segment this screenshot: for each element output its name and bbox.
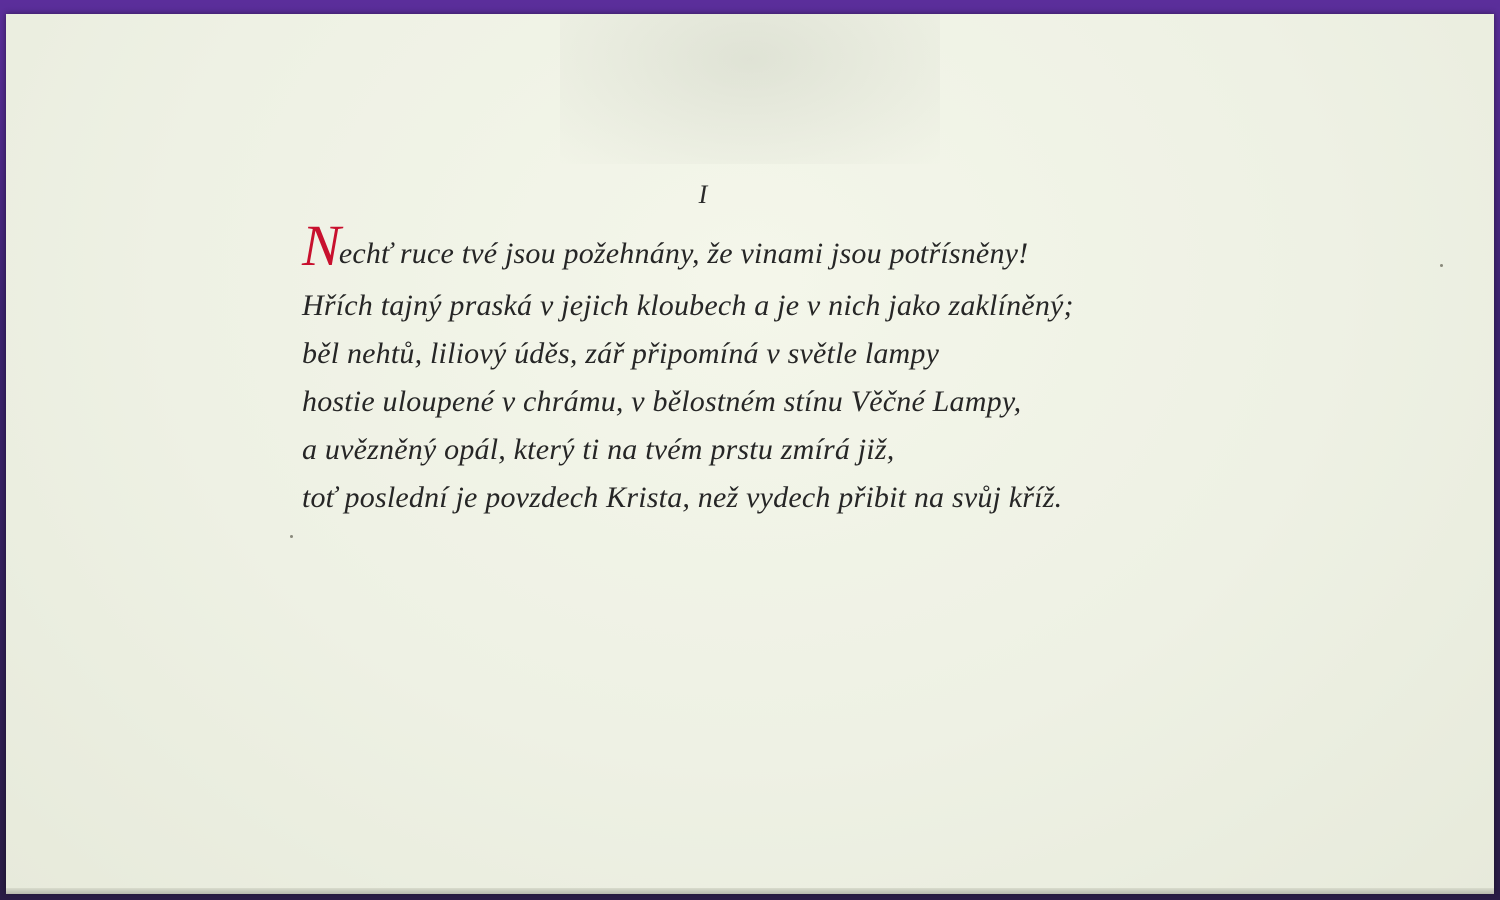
poem-line-1-text: echť ruce tvé jsou požehnány, že vinami jsou potřísněny! — [338, 237, 1029, 270]
paper-speck — [290, 535, 293, 538]
poem-line-1 — [302, 213, 1222, 282]
poem-stanza — [302, 213, 1222, 522]
page-edge — [6, 888, 1494, 894]
poem-line-6: toť poslední je povzdech Krista, než vydech přibit na svůj kříž. — [302, 481, 1063, 514]
poem-line-5: a uvězněný opál, který ti na tvém prstu zmírá již, — [302, 433, 895, 466]
poem-line-3: běl nehtů, liliový úděs, zář připomíná v světle lampy — [302, 337, 940, 370]
poem-line-4: hostie uloupené v chrámu, v bělostném stínu Věčné Lampy, — [302, 385, 1022, 418]
poem-line-2: Hřích tajný praská v jejich kloubech a je v nich jako zaklíněný; — [302, 289, 1074, 322]
paper-speck — [1440, 264, 1443, 267]
drop-cap-initial: N — [302, 213, 341, 278]
section-number: I — [698, 180, 708, 209]
